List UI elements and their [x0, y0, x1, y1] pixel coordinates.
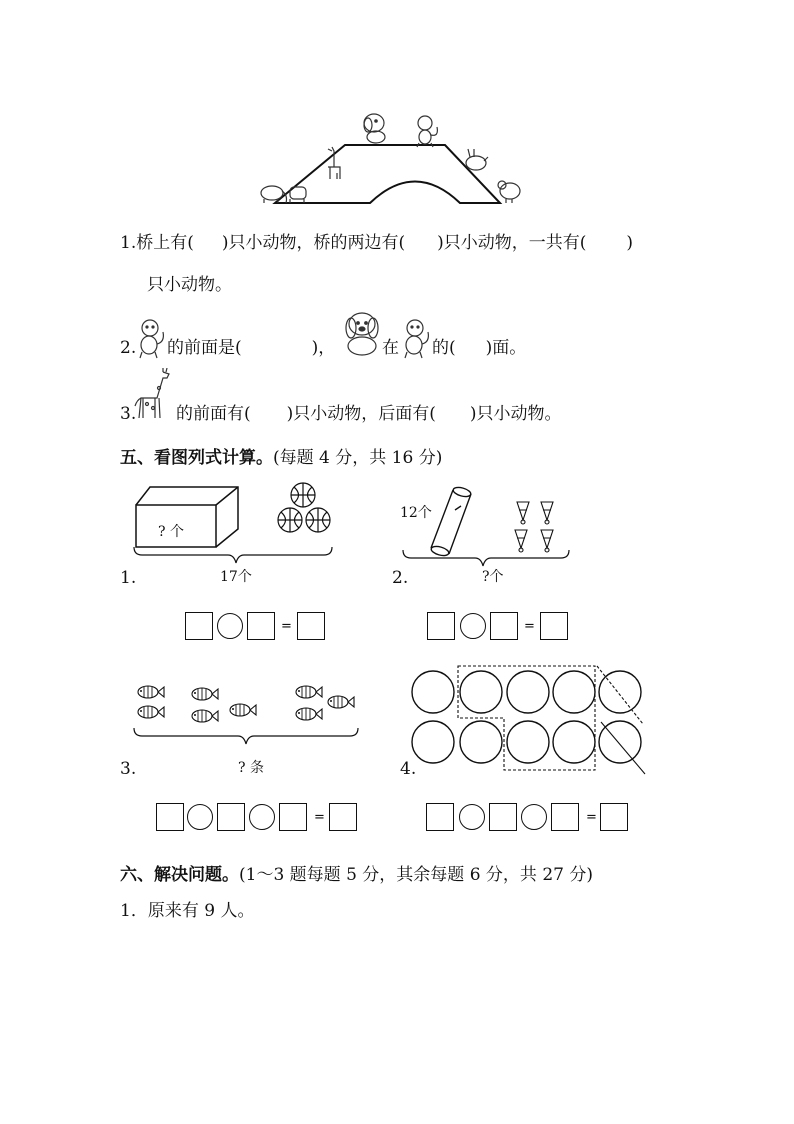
problem4-figure — [405, 662, 650, 777]
q2-zai: 在 — [382, 338, 399, 358]
answer-box[interactable] — [185, 612, 213, 640]
basketball-icon — [291, 483, 315, 507]
fish-icon — [192, 688, 218, 700]
bridge-illustration — [250, 105, 530, 210]
part6-q1: 1．原来有 9 人。 — [120, 901, 255, 921]
answer-box[interactable] — [490, 612, 518, 640]
q1-a: 桥上有( — [136, 233, 194, 253]
part5-title: 五、看图列式计算。 — [120, 448, 273, 468]
cross-out-line — [601, 722, 645, 774]
answer-box[interactable] — [279, 803, 307, 831]
answer-box[interactable] — [489, 803, 517, 831]
p3-total: ? 条 — [238, 760, 264, 776]
circle-shape — [553, 671, 595, 713]
part6-title: 六、解决问题。 — [120, 865, 239, 885]
p2-num: 2. — [392, 568, 409, 588]
q2-e: )面。 — [485, 338, 527, 358]
part6-heading — [120, 860, 593, 885]
p1-box-label: ? 个 — [158, 524, 184, 540]
q2-d: 的( — [432, 338, 456, 358]
elephant-icon — [261, 186, 287, 203]
circle-shape — [412, 671, 454, 713]
p4-num: 4. — [400, 759, 417, 779]
q2-num: 2. — [120, 338, 137, 358]
brace — [134, 547, 332, 563]
answer-box[interactable] — [156, 803, 184, 831]
fish-icon — [296, 686, 322, 698]
equals-sign: = — [281, 619, 292, 634]
equals-sign: = — [524, 619, 535, 634]
basketball-icon — [278, 508, 302, 532]
brace — [403, 550, 569, 566]
fish-icon — [192, 710, 218, 722]
q1-b: )只小动物，桥的两边有( — [221, 233, 406, 253]
q3-b: )只小动物，后面有( — [286, 404, 436, 424]
answer-box[interactable] — [426, 803, 454, 831]
operator-circle[interactable] — [187, 804, 213, 830]
q2-a: 的前面是( — [167, 338, 242, 358]
monkey-icon — [398, 318, 432, 360]
operator-circle[interactable] — [460, 613, 486, 639]
answer-box[interactable] — [217, 803, 245, 831]
fish-icon — [138, 706, 164, 718]
p3-num: 3. — [120, 759, 137, 779]
answer-box[interactable] — [540, 612, 568, 640]
part5-heading — [120, 443, 442, 468]
q3-a: 的前面有( — [176, 404, 251, 424]
dog-icon — [342, 310, 382, 358]
circle-shape — [460, 721, 502, 763]
shuttlecock-tube — [430, 486, 471, 557]
circle-shape — [507, 671, 549, 713]
p2-tube-label: 12个 — [400, 505, 432, 521]
q1-line2: 只小动物。 — [147, 275, 232, 295]
circle-shape — [507, 721, 549, 763]
operator-circle[interactable] — [459, 804, 485, 830]
part5-note: (每题 4 分，共 16 分) — [273, 448, 443, 468]
p2-total: ?个 — [482, 569, 504, 585]
answer-box[interactable] — [600, 803, 628, 831]
answer-box[interactable] — [427, 612, 455, 640]
q3-c: )只小动物。 — [469, 404, 562, 424]
circle-shape — [599, 671, 641, 713]
p1-num: 1. — [120, 568, 137, 588]
operator-circle[interactable] — [249, 804, 275, 830]
box-drawing — [136, 487, 238, 547]
q1-d: ) — [626, 233, 634, 253]
operator-circle[interactable] — [521, 804, 547, 830]
q1-c: )只小动物，一共有( — [437, 233, 587, 253]
circle-shape — [460, 671, 502, 713]
equals-sign: = — [586, 810, 597, 825]
answer-box[interactable] — [297, 612, 325, 640]
problem3-figure — [128, 676, 368, 754]
q2-b: )， — [311, 338, 336, 358]
equals-sign: = — [314, 810, 325, 825]
q2-end — [432, 340, 526, 357]
cross-out-line — [597, 666, 643, 724]
circle-shape — [412, 721, 454, 763]
dashed-group-outline — [458, 666, 595, 770]
fish-icon — [138, 686, 164, 698]
fish-icon — [328, 696, 354, 708]
q3-num: 3. — [120, 404, 137, 424]
shuttlecock-icon — [515, 502, 553, 552]
rabbit-icon — [466, 149, 488, 170]
fish-icon — [296, 708, 322, 720]
q1-num: 1. — [120, 233, 137, 253]
operator-circle[interactable] — [217, 613, 243, 639]
answer-box[interactable] — [247, 612, 275, 640]
fish-icon — [230, 704, 256, 716]
answer-box[interactable] — [329, 803, 357, 831]
q3-rest — [176, 406, 562, 423]
monkey-icon — [417, 116, 437, 147]
bridge-shape — [275, 145, 500, 203]
dog-icon — [364, 114, 385, 143]
part6-note: (1～3 题每题 5 分，其余每题 6 分，共 27 分) — [239, 865, 593, 885]
monkey-icon — [133, 318, 167, 360]
q1-line — [120, 235, 633, 252]
brace — [134, 728, 358, 744]
p1-total: 17个 — [220, 569, 252, 585]
basketball-icon — [306, 508, 330, 532]
circle-shape — [553, 721, 595, 763]
giraffe-icon — [133, 368, 177, 422]
hen-icon — [498, 181, 520, 203]
answer-box[interactable] — [551, 803, 579, 831]
q2-rest — [167, 340, 335, 357]
